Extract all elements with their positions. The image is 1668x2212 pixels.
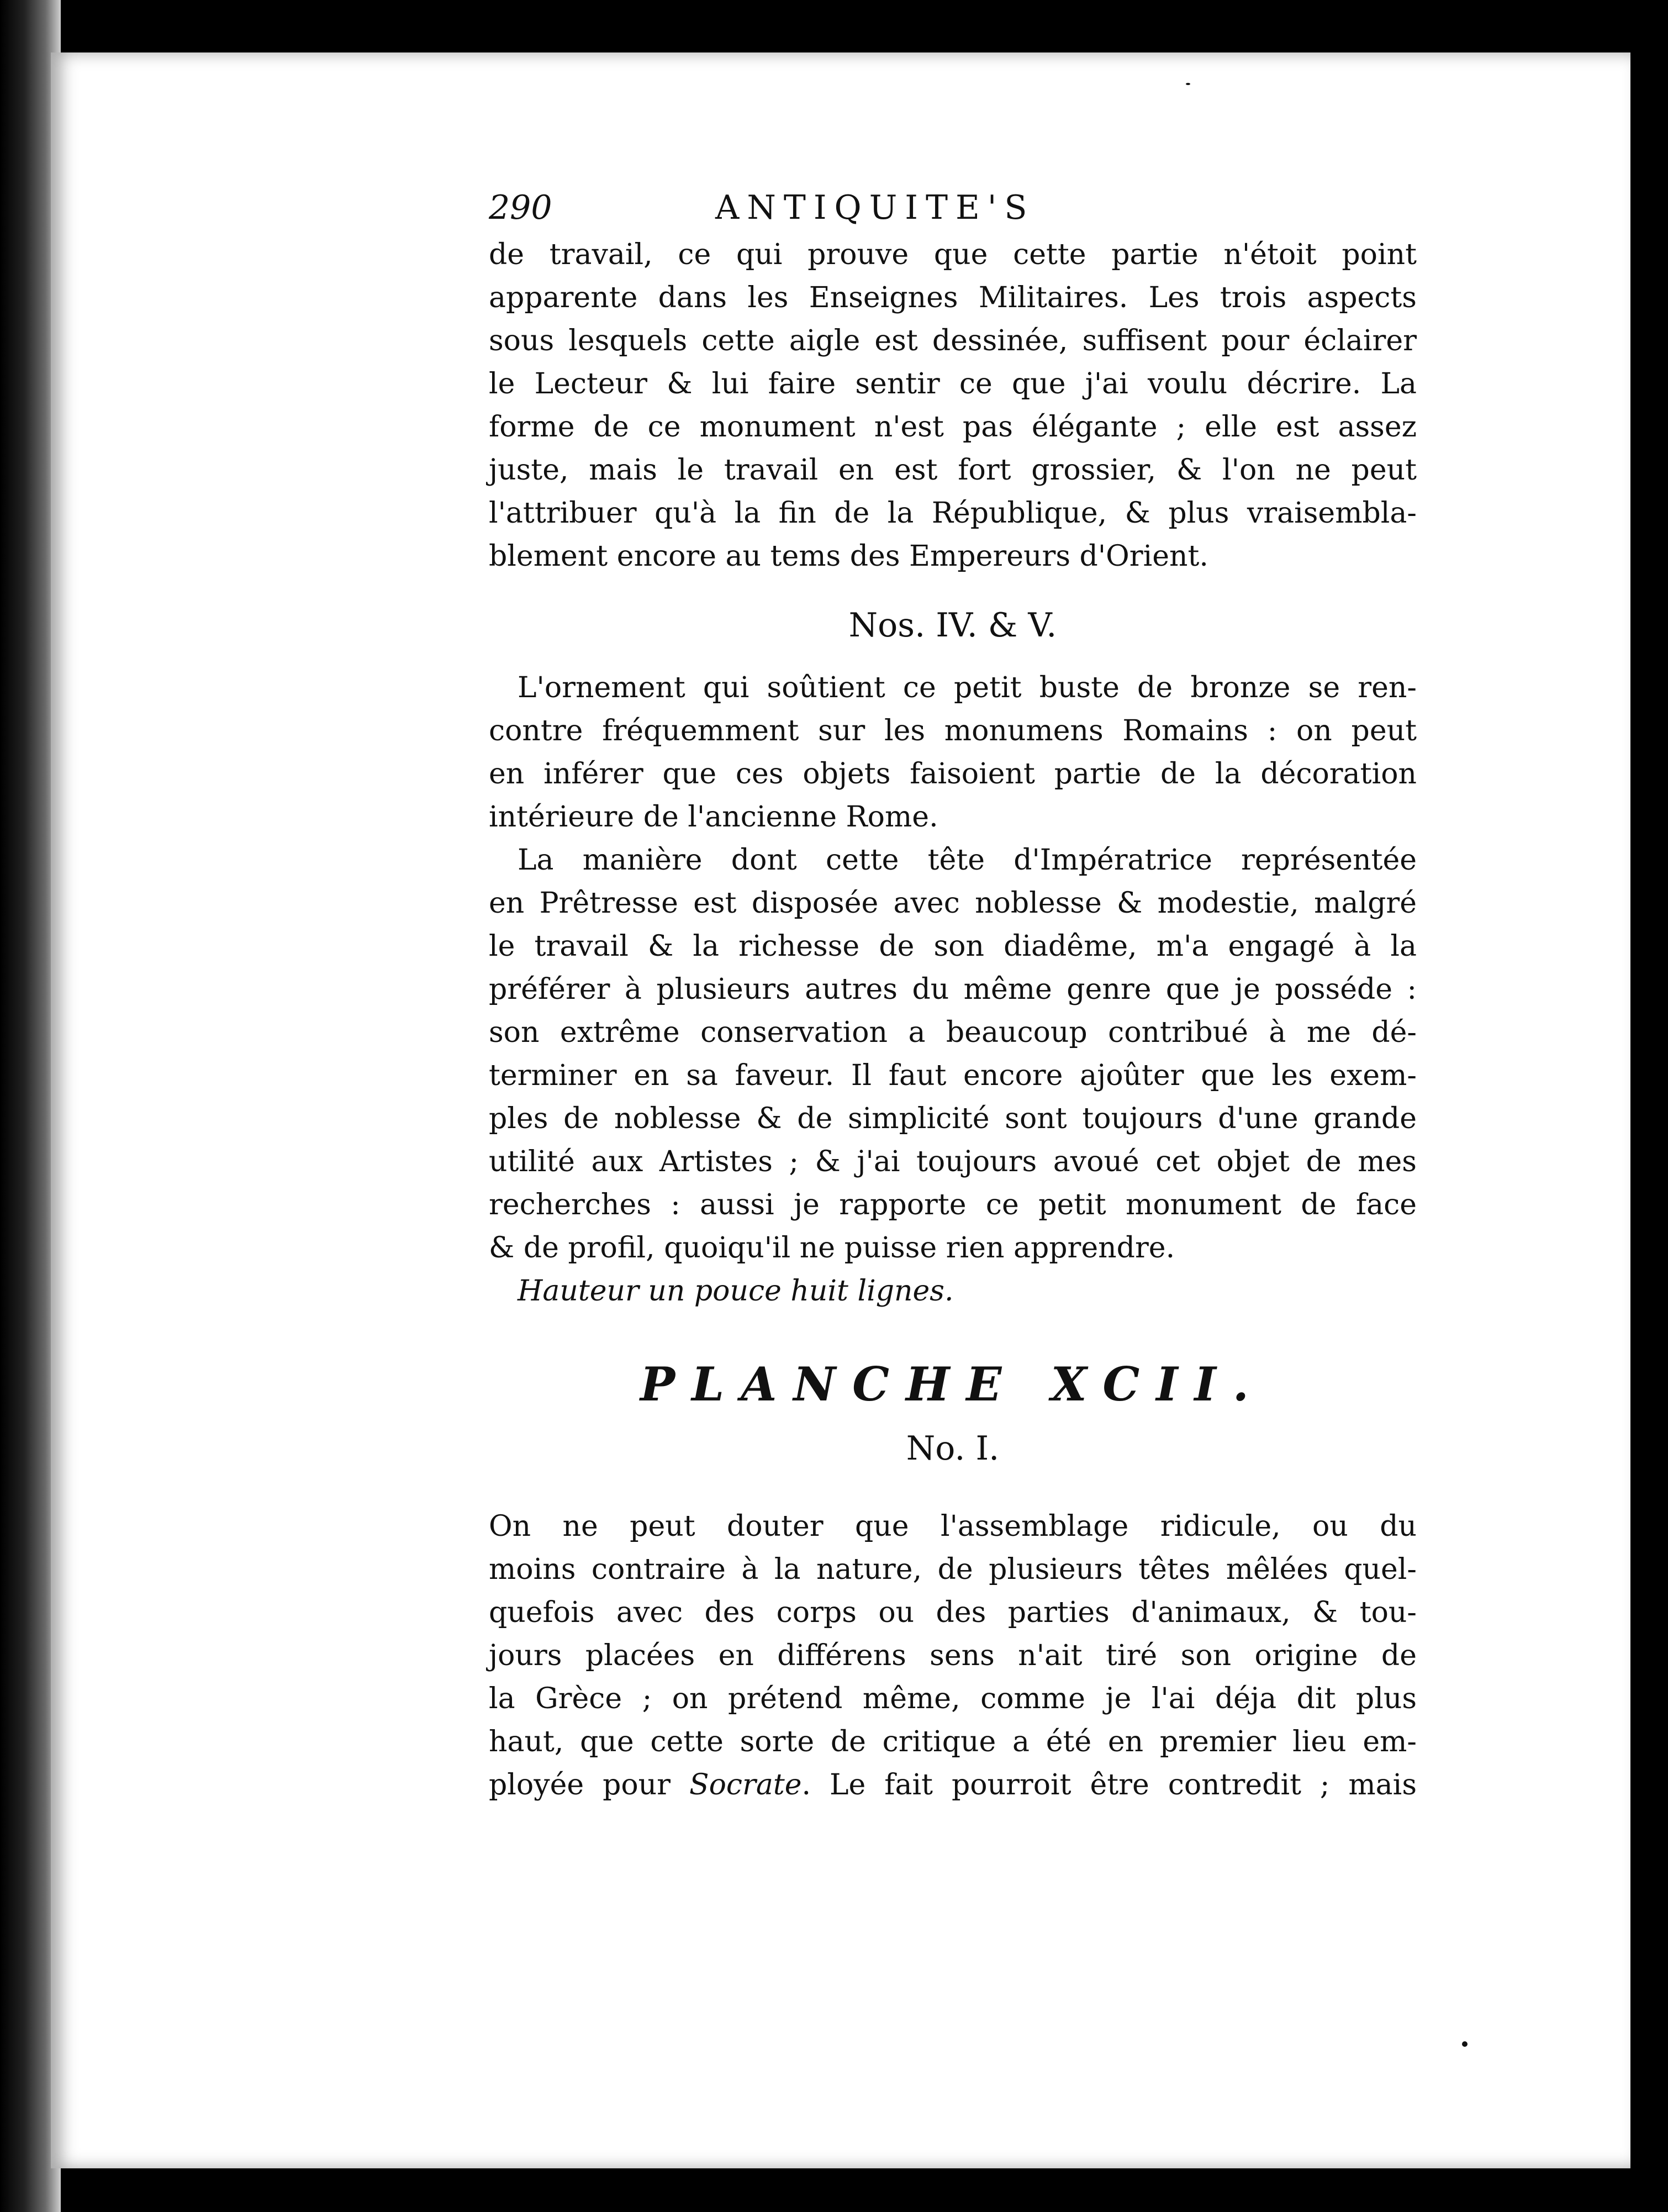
speck [1462,2041,1468,2047]
text-line: blement encore au tems des Empereurs d'Orient. [489,540,1208,573]
text-line: son extrême conservation a beaucoup contribué à me dé- [489,1016,1417,1049]
text-line: en Prêtresse est disposée avec noblesse & modestie, malgré [489,887,1417,920]
text-line: & de profil, quoiqu'il ne puisse rien apprendre. [489,1231,1175,1265]
page-header [489,182,1417,233]
text-line: sous lesquels cette aigle est dessinée, suffisent pour éclairer [489,324,1417,357]
text-line: juste, mais le travail en est fort grossier, & l'on ne peut [489,454,1417,487]
text-block [489,182,1417,1807]
section-heading: Nos. IV. & V. [848,606,1057,645]
text-line: utilité aux Artistes ; & j'ai toujours avoué cet objet de mes [489,1145,1417,1178]
speck [1186,83,1190,85]
text-fragment: . Le fait pourroit être contredit ; mais [801,1768,1417,1802]
text-line: contre fréquemment sur les monumens Romains : on peut [489,714,1417,747]
text-line: haut, que cette sorte de critique a été en premier lieu em- [489,1725,1417,1758]
text-line: le travail & la richesse de son diadême, m'a engagé à la [489,930,1417,963]
text-line: forme de ce monument n'est pas élégante ; elle est assez [489,410,1417,444]
text-line: l'attribuer qu'à la fin de la République, & plus vraisembla- [489,497,1417,530]
paragraph-2 [489,666,1417,839]
text-line: jours placées en différens sens n'ait tiré son origine de [489,1639,1417,1672]
text-line: en inférer que ces objets faisoient partie de la décoration [489,757,1417,791]
text-line: ples de noblesse & de simplicité sont toujours d'une grande [489,1102,1417,1135]
plate-subheading: No. I. [906,1429,1000,1468]
text-line: apparente dans les Enseignes Militaires. Les trois aspects [489,281,1417,314]
text-line: quefois avec des corps ou des parties d'animaux, & tou- [489,1596,1417,1629]
paragraph-1 [489,233,1417,578]
text-line: terminer en sa faveur. Il faut encore ajoûter que les exem- [489,1059,1417,1092]
text-line: moins contraire à la nature, de plusieurs têtes mêlées quel- [489,1553,1417,1586]
running-title: ANTIQUITE'S [715,188,1035,227]
text-line: le Lecteur & lui faire sentir ce que j'ai voulu décrire. La [489,367,1417,401]
text-line: de travail, ce qui prouve que cette partie n'étoit point [489,238,1417,271]
text-line: intérieure de l'ancienne Rome. [489,800,938,834]
paragraph-4 [489,1505,1417,1807]
text-line: la Grèce ; on prétend même, comme je l'ai déja dit plus [489,1682,1417,1715]
text-line: préférer à plusieurs autres du même genre que je posséde : [489,973,1417,1006]
dimension-note: Hauteur un pouce huit lignes. [518,1274,954,1308]
plate-heading: PLANCHE XCII. [640,1357,1266,1412]
text-line: L'ornement qui soûtient ce petit buste de bronze se ren- [518,671,1417,704]
person-name: Socrate [689,1768,802,1802]
paragraph-3 [489,839,1417,1270]
text-line: On ne peut douter que l'assemblage ridicule, ou du [489,1510,1417,1543]
text-line: La manière dont cette tête d'Impératrice représentée [518,844,1417,877]
page-number: 290 [489,188,552,227]
text-fragment: ployée pour [489,1768,689,1802]
scan-right-edge [1630,0,1668,2212]
text-line: recherches : aussi je rapporte ce petit monument de face [489,1188,1417,1221]
text-line-last [489,1763,1417,1807]
